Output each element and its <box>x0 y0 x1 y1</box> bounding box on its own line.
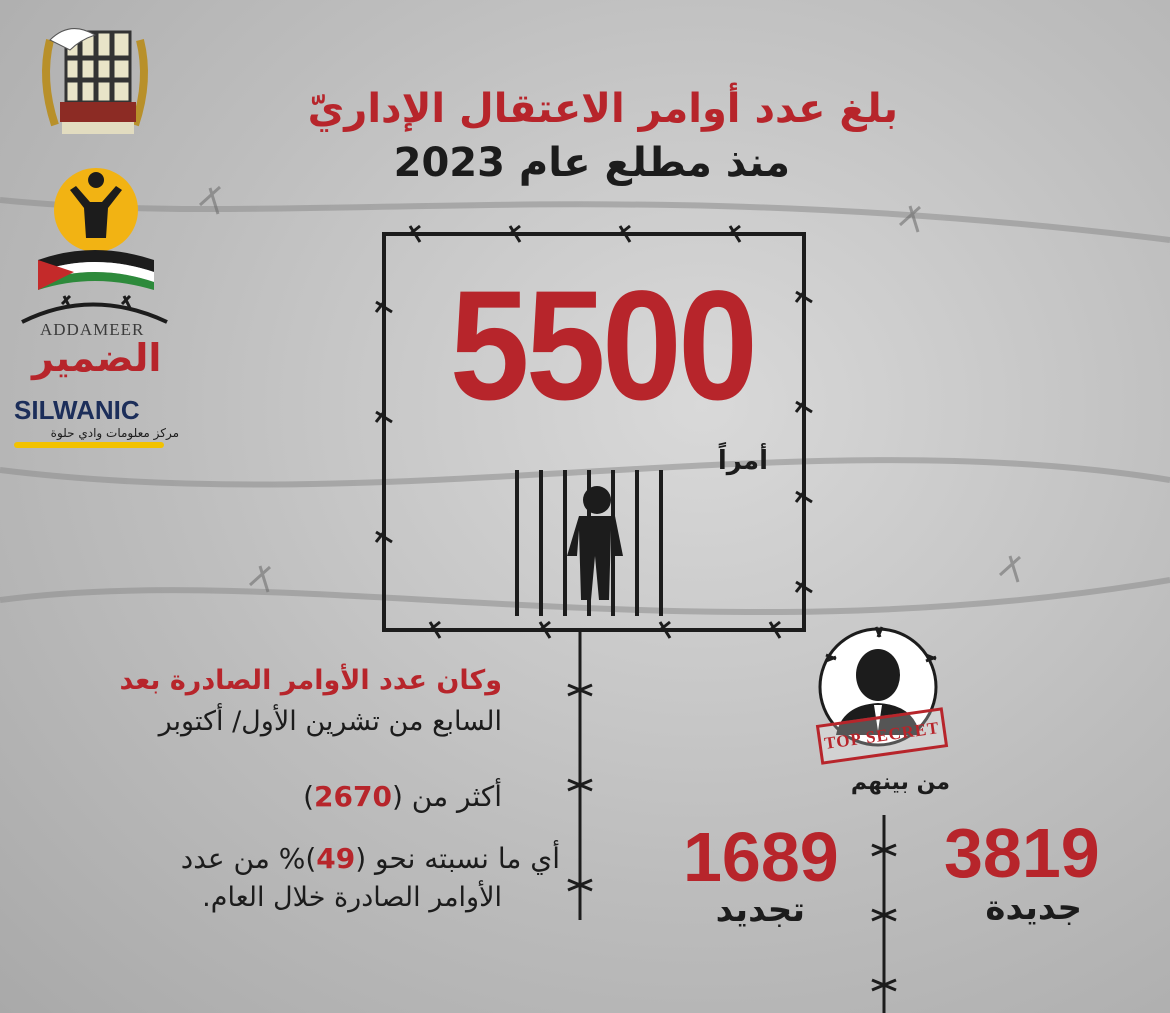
silwanic-subtitle: مركز معلومات وادي حلوة <box>50 426 179 440</box>
headline-line-1: بلغ عدد أوامر الاعتقال الإداريّ <box>307 86 898 132</box>
renewal-orders-label: تجديد <box>715 890 805 930</box>
barbed-wire-divider-left <box>560 630 600 920</box>
new-orders-label: جديدة <box>985 888 1082 928</box>
after-october-line-1: وكان عدد الأوامر الصادرة بعد <box>119 665 502 696</box>
after-october-percentage <box>181 842 560 875</box>
pct-suffix: )% من عدد <box>180 842 317 875</box>
pct-prefix: أي ما نسبته نحو ( <box>355 842 560 875</box>
after-october-line-2: السابع من تشرين الأول/ أكتوبر <box>158 706 502 737</box>
pct-value: 49 <box>316 842 356 875</box>
addameer-logo <box>12 292 177 387</box>
total-orders-value: 5500 <box>449 259 755 433</box>
after-october-last-line: الأوامر الصادرة خلال العام. <box>202 882 502 913</box>
breakdown-label: من بينهم <box>850 770 950 795</box>
count-value: 2670 <box>314 780 392 813</box>
prisoner-bars-icon <box>505 470 685 620</box>
headline-line-2: منذ مطلع عام 2023 <box>393 140 790 186</box>
total-orders-unit: أمراً <box>717 446 768 476</box>
addameer-english-name: ADDAMEER <box>40 320 145 339</box>
barbed-wire-divider-right <box>864 815 904 1013</box>
renewal-orders-value: 1689 <box>683 818 839 896</box>
prisoners-commission-logo <box>34 160 164 290</box>
count-suffix: ) <box>303 780 315 813</box>
count-prefix: أكثر من ( <box>391 780 502 813</box>
after-october-count <box>303 780 502 813</box>
prisoners-club-logo <box>30 10 160 140</box>
silwanic-name: SILWANIC <box>14 395 140 425</box>
silwanic-logo <box>14 395 184 465</box>
top-secret-stamp: TOP SECRET <box>816 707 948 764</box>
addameer-arabic-name: الضمير <box>32 336 162 380</box>
new-orders-value: 3819 <box>944 814 1100 892</box>
silwanic-underline <box>14 442 164 448</box>
